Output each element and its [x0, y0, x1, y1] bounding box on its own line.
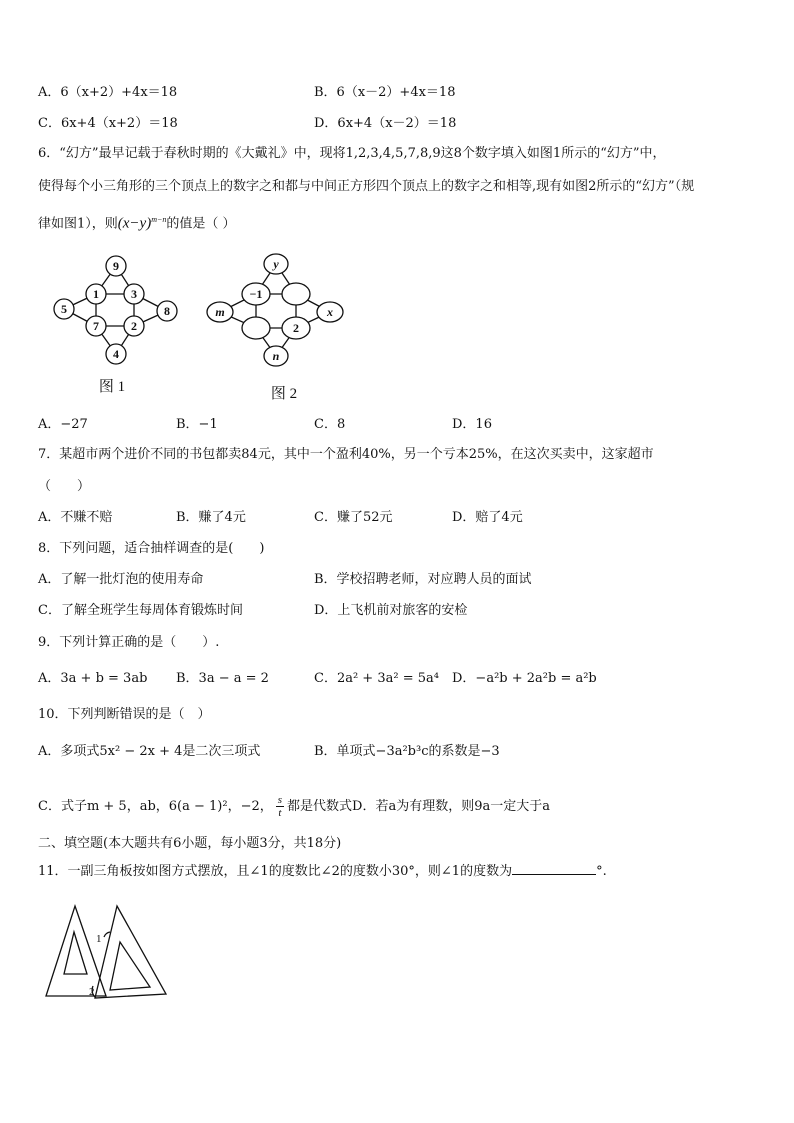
q7-option-a: A．不赚不赔 — [38, 510, 113, 525]
q5-option-d: D．6x+4（x－2）＝18 — [314, 116, 457, 131]
q10-option-a: A．多项式5x² − 2x + 4是二次三项式 — [38, 744, 261, 759]
fraction-numerator: s — [277, 794, 283, 806]
magic-square-figure-1 — [44, 252, 184, 402]
fig2-node-bottom: n — [272, 349, 280, 363]
q7-stem-line1: 7．某超市两个进价不同的书包都卖84元，其中一个盈利40%，另一个亏本25%，在这次买卖中，这家超市 — [38, 447, 654, 462]
q11-stem — [38, 862, 607, 881]
magic-square-figure-2 — [200, 250, 360, 405]
q9-option-d: D．−a²b + 2a²b = a²b — [452, 671, 597, 686]
fig1-node-left: 5 — [61, 302, 67, 316]
q7-stem-line2: （ ） — [38, 479, 91, 494]
section-2-heading: 二、填空题(本大题共有6小题，每小题3分，共18分) — [38, 836, 342, 851]
fraction-denominator: t — [278, 807, 282, 819]
q6-line3-pre: 律如图1），则 — [38, 216, 118, 232]
q6-stem-line3 — [38, 211, 236, 233]
q9-option-c: C．2a² + 3a² = 5a⁴ — [314, 671, 439, 686]
fig2-caption: 图 2 — [270, 386, 298, 402]
fig1-node-tr: 3 — [131, 287, 137, 301]
q8-stem: 8．下列问题，适合抽样调查的是( ) — [38, 541, 265, 556]
fig1-caption: 图 1 — [98, 379, 126, 395]
q8-option-b: B．学校招聘老师，对应聘人员的面试 — [314, 572, 532, 587]
fig2-node-tl: −1 — [249, 287, 263, 301]
q11-stem-post: °. — [596, 864, 607, 879]
q9-stem: 9．下列计算正确的是（ ）. — [38, 635, 220, 650]
q6-expression: (x−y) — [117, 215, 152, 232]
q5-option-a: A．6（x+2）+4x＝18 — [38, 85, 178, 100]
q11-stem-pre: 11．一副三角板按如图方式摆放，且∠1的度数比∠2的度数小30°，则∠1的度数为 — [38, 864, 513, 879]
q7-option-c: C．赚了52元 — [314, 510, 393, 525]
q8-option-c: C．了解全班学生每周体育锻炼时间 — [38, 603, 243, 618]
q6-stem-line2: 使得每个小三角形的三个顶点上的数字之和都与中间正方形四个顶点上的数字之和相等,现有如图2所示的“幻方”（规 — [38, 179, 695, 194]
q10-option-c-post: 都是代数式D．若a为有理数，则9a一定大于a — [287, 799, 550, 814]
fraction-s-over-t — [276, 794, 284, 819]
q6-option-a: A．−27 — [38, 417, 88, 432]
angle-2-label: 2 — [89, 986, 95, 998]
q10-option-c-pre: C．式子m + 5，ab，6(a − 1)²，−2， — [38, 799, 273, 814]
q9-option-b: B．3a − a = 2 — [176, 671, 269, 686]
q6-line3-post: 的值是（ ） — [166, 216, 236, 232]
q6-stem-line1: 6．“幻方”最早记载于春秋时期的《大戴礼》中，现将1,2,3,4,5,7,8,9这8个数字填入如图1所示的“幻方”中， — [38, 146, 666, 161]
fig2-node-left: m — [215, 305, 225, 319]
fig2-node-right: x — [327, 305, 333, 319]
fig1-node-bl: 7 — [93, 319, 99, 333]
q6-option-c: C．8 — [314, 417, 346, 432]
q5-option-c: C．6x+4（x+2）＝18 — [38, 116, 178, 131]
q9-option-a: A．3a + b = 3ab — [38, 671, 148, 686]
q10-stem: 10．下列判断错误的是（ ） — [38, 707, 211, 722]
fig1-node-top: 9 — [113, 259, 119, 273]
q5-option-b: B．6（x－2）+4x＝18 — [314, 85, 456, 100]
q6-option-b: B．−1 — [176, 417, 218, 432]
q8-option-a: A．了解一批灯泡的使用寿命 — [38, 572, 204, 587]
fig2-node-top: y — [273, 257, 279, 271]
fig1-node-tl: 1 — [93, 287, 99, 301]
fig1-node-bottom: 4 — [113, 347, 119, 361]
fig1-node-br: 2 — [131, 319, 137, 333]
q10-option-b: B．单项式−3a²b³c的系数是−3 — [314, 744, 500, 759]
fig1-node-right: 8 — [164, 304, 170, 318]
angle-1-label: 1 — [96, 933, 102, 945]
set-squares-figure — [44, 902, 169, 1004]
q10-option-c-d — [38, 794, 550, 819]
q11-answer-blank — [512, 862, 596, 875]
fig2-node-br: 2 — [293, 321, 299, 335]
q7-option-d: D．赔了4元 — [452, 510, 523, 525]
q6-exponent: m−n — [151, 215, 167, 224]
q8-option-d: D．上飞机前对旅客的安检 — [314, 603, 468, 618]
q6-option-d: D．16 — [452, 417, 492, 432]
q7-option-b: B．赚了4元 — [176, 510, 246, 525]
